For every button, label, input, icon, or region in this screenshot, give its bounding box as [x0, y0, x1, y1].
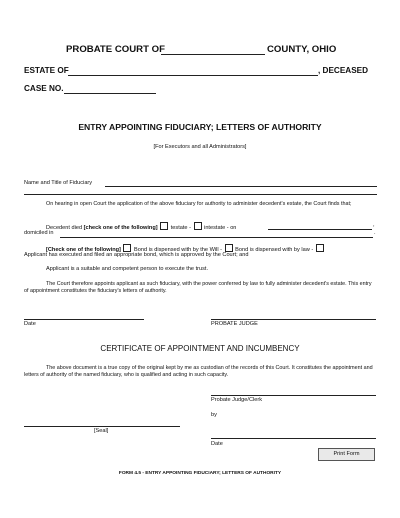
case-label: CASE NO.: [24, 84, 64, 93]
fiduciary-name-field-2[interactable]: [24, 194, 377, 195]
form-footer: FORM 4.5 - ENTRY APPOINTING FIDUCIARY; LETTERS OF AUTHORITY: [118, 471, 282, 476]
fiduciary-label: Name and Title of Fiduciary: [24, 180, 93, 186]
domicile-period: .: [374, 230, 376, 236]
probate-judge-label: PROBATE JUDGE: [211, 321, 258, 327]
testate-checkbox[interactable]: [160, 222, 168, 230]
intestate-checkbox[interactable]: [194, 222, 202, 230]
court-suffix: COUNTY, OHIO: [267, 44, 337, 55]
intestate-label: intestate - on: [204, 225, 237, 231]
bond-law-label: Bond is dispensed with by law -: [235, 247, 314, 253]
judge-signature-field[interactable]: [211, 319, 376, 320]
decedent-lead: Decedent died: [46, 225, 83, 231]
deceased-label: , DECEASED: [318, 66, 369, 75]
estate-label: ESTATE OF: [24, 66, 69, 75]
by-label: by: [211, 412, 217, 418]
print-form-button[interactable]: Print Form: [318, 448, 375, 461]
death-date-field[interactable]: [268, 229, 372, 230]
seal-label: [Seal]: [94, 428, 109, 434]
suitable-statement: Applicant is a suitable and competent person to execute the trust.: [46, 266, 209, 272]
seal-line: [24, 426, 180, 427]
bond-law-checkbox[interactable]: [225, 244, 233, 252]
court-prefix: PROBATE COURT OF: [66, 44, 165, 55]
certificate-title: CERTIFICATE OF APPOINTMENT AND INCUMBENCY: [100, 344, 300, 353]
date-label-1: Date: [24, 321, 36, 327]
decedent-line: [46, 222, 236, 231]
domiciled-label: domiciled in: [24, 230, 54, 236]
hearing-paragraph: On hearing in open Court the application of the above fiduciary for authority to administer decedent's estate, the Court finds that;: [46, 201, 352, 207]
bond-filed-label: Applicant has executed and filed an appropriate bond, which is approved by the Court; and: [24, 252, 249, 258]
fiduciary-name-field[interactable]: [105, 186, 377, 187]
date-field-1[interactable]: [24, 319, 144, 320]
clerk-signature-field[interactable]: [211, 395, 376, 396]
judge-clerk-label: Probate Judge/Clerk: [211, 397, 262, 403]
testate-label: testate -: [170, 225, 191, 231]
case-number-field[interactable]: [64, 93, 156, 94]
certificate-paragraph: The above document is a true copy of the original kept by me as custodian of the records of this Court. It constitutes the appointment and letters of authority of the named fiduciary, who is qualified and acting in such capacity.: [24, 365, 373, 379]
decedent-comma: ,: [373, 222, 375, 228]
bond-filed-checkbox[interactable]: [316, 244, 324, 252]
decedent-check-one: [check one of the following]: [83, 225, 158, 231]
estate-name-field[interactable]: [68, 75, 318, 76]
form-title: ENTRY APPOINTING FIDUCIARY; LETTERS OF AUTHORITY: [78, 122, 322, 132]
county-field[interactable]: [161, 54, 265, 55]
form-subtitle: [For Executors and all Administrators]: [153, 144, 247, 150]
date-label-2: Date: [211, 441, 223, 447]
bond-will-label: Bond is dispensed with by the Will -: [134, 247, 223, 253]
bond-check-one: [Check one of the following]: [46, 247, 121, 253]
bond-will-checkbox[interactable]: [123, 244, 131, 252]
appointment-paragraph: The Court therefore appoints applicant as such fiduciary, with the power conferred by law to fully administer decedent's estate. This entry of appointment constitutes the fiduciary's letters of authority.: [24, 281, 372, 295]
domicile-field[interactable]: [60, 237, 373, 238]
date-field-2[interactable]: [211, 438, 376, 439]
